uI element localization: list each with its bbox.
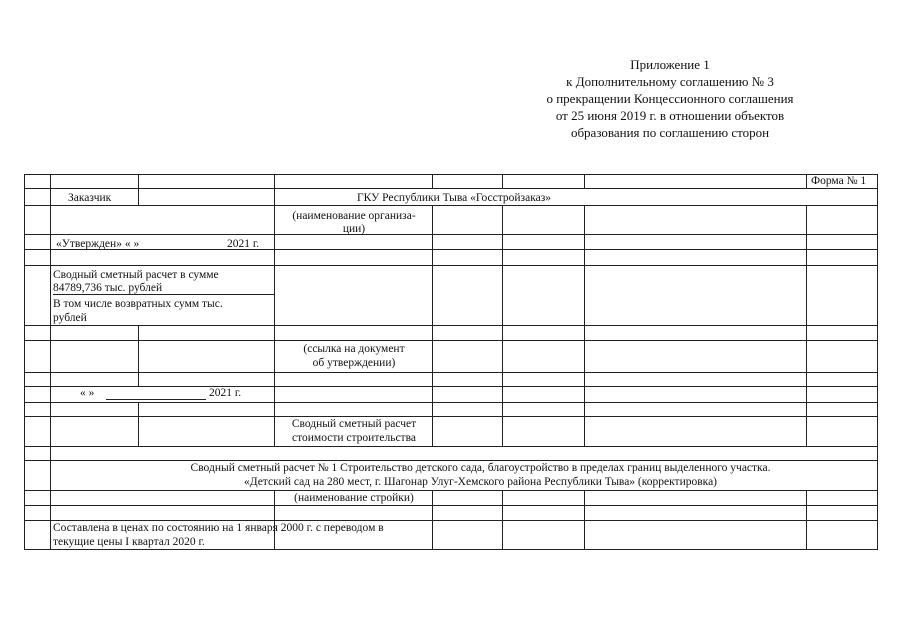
- table-rule: [24, 340, 878, 341]
- table-rule: [24, 174, 878, 175]
- appendix-line-4: от 25 июня 2019 г. в отношении объектов: [555, 108, 785, 123]
- date-year: 2021 г.: [209, 387, 242, 399]
- project-name: «Детский сад на 280 мест, г. Шагонар Улуг-Хемского района Республики Тыва» (корректировка): [243, 476, 718, 488]
- table-rule: [24, 325, 878, 326]
- approved-label: «Утвержден» « »: [56, 238, 140, 250]
- table-rule: [24, 386, 878, 387]
- table-rule: [502, 174, 503, 188]
- form-number: Форма № 1: [811, 175, 867, 187]
- returnable-sums: В том числе возвратных сумм тыс.: [53, 298, 223, 310]
- calc-title: стоимости строительства: [292, 432, 416, 444]
- table-rule: [584, 490, 585, 550]
- appendix-line-2: к Дополнительному соглашению № 3: [566, 74, 774, 89]
- table-rule: [50, 174, 51, 550]
- table-rule: [24, 205, 878, 206]
- project-name: Сводный сметный расчет № 1 Строительство детского сада, благоустройство в пределах границ выделенного участка.: [190, 462, 771, 474]
- table-rule: [274, 174, 275, 446]
- table-rule: [502, 205, 503, 446]
- appendix-line-3: о прекращении Концессионного соглашения: [546, 91, 794, 106]
- table-rule: [24, 446, 878, 447]
- table-rule: [877, 174, 878, 550]
- table-rule: [502, 490, 503, 550]
- table-rule: [138, 325, 139, 386]
- date-underline: [106, 399, 206, 400]
- table-rule: [432, 205, 433, 446]
- table-rule: [584, 174, 585, 188]
- approved-underline: [162, 249, 226, 250]
- table-rule: [584, 205, 585, 446]
- prices-note: текущие цены I квартал 2020 г.: [53, 536, 205, 548]
- summary-sum: Сводный сметный расчет в сумме: [53, 269, 219, 281]
- form-table: [24, 174, 878, 550]
- table-rule: [24, 416, 878, 417]
- table-rule: [24, 402, 878, 403]
- summary-sum: 84789,736 тыс. рублей: [53, 282, 163, 294]
- date-prefix: « »: [80, 387, 95, 399]
- doc-ref-caption: (ссылка на документ: [303, 343, 405, 355]
- calc-title: Сводный сметный расчет: [291, 418, 417, 430]
- prices-note: Составлена в ценах по состоянию на 1 января 2000 г. с переводом в: [53, 522, 384, 534]
- table-rule: [24, 549, 878, 550]
- project-caption: (наименование стройки): [294, 492, 414, 504]
- table-rule: [806, 205, 807, 446]
- table-rule: [138, 402, 139, 446]
- table-rule: [24, 234, 878, 235]
- org-name-caption: (наименование организа-: [292, 210, 416, 222]
- returnable-sums: рублей: [53, 312, 87, 324]
- table-rule: [24, 174, 25, 550]
- customer-value: ГКУ Республики Тыва «Госстройзаказ»: [356, 192, 552, 204]
- approved-year: 2021 г.: [227, 238, 260, 250]
- table-rule: [806, 174, 807, 188]
- table-rule: [24, 372, 878, 373]
- customer-label: Заказчик: [68, 192, 112, 204]
- appendix-title: Приложение 1: [630, 57, 710, 72]
- table-rule: [274, 490, 275, 550]
- table-rule: [138, 174, 139, 205]
- table-rule: [432, 174, 433, 188]
- table-rule: [24, 490, 878, 491]
- table-rule: [24, 249, 878, 250]
- table-rule: [24, 265, 878, 266]
- org-name-caption: ции): [342, 223, 366, 235]
- doc-ref-caption: об утверждении): [312, 357, 396, 369]
- appendix-line-5: образования по соглашению сторон: [570, 125, 770, 140]
- summary-underline: [53, 294, 274, 295]
- table-rule: [806, 490, 807, 550]
- table-rule: [432, 490, 433, 550]
- table-rule: [24, 505, 878, 506]
- table-rule: [24, 188, 878, 189]
